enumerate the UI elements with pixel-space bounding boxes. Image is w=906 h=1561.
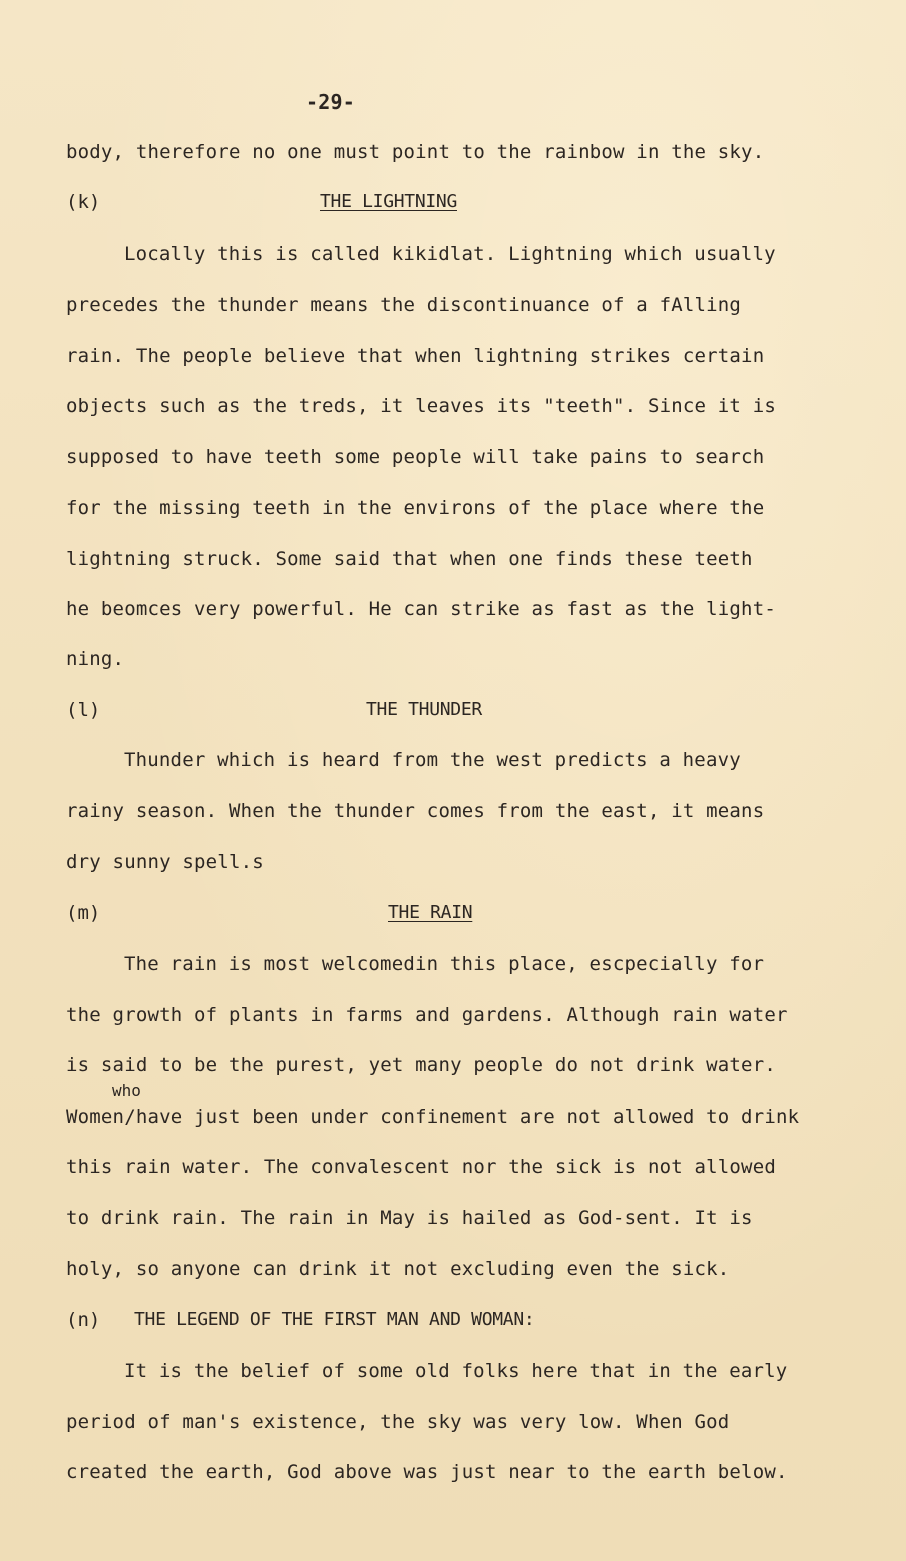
section-label-m: (m): [66, 902, 101, 924]
page-number: -29-: [306, 90, 355, 114]
text-line: the growth of plants in farms and gardens. Although rain water: [66, 1004, 788, 1026]
text-line: The rain is most welcomedin this place, escpecially for: [124, 953, 765, 975]
section-title-rain: THE RAIN: [388, 902, 473, 923]
inserted-word: who: [112, 1081, 141, 1100]
text-line: It is the belief of some old folks here that in the early: [124, 1360, 788, 1382]
text-line: created the earth, God above was just near to the earth below.: [66, 1461, 788, 1483]
text-line: ning.: [66, 648, 125, 670]
text-line: rain. The people believe that when lightning strikes certain: [66, 345, 765, 367]
text-line: to drink rain. The rain in May is hailed as God-sent. It is: [66, 1207, 753, 1229]
text-line: supposed to have teeth some people will take pains to search: [66, 446, 765, 468]
text-line: lightning struck. Some said that when one finds these teeth: [66, 548, 753, 570]
text-line: rainy season. When the thunder comes from the east, it means: [66, 800, 765, 822]
text-line: he beomces very powerful. He can strike as fast as the light-: [66, 598, 776, 620]
text-line: period of man's existence, the sky was very low. When God: [66, 1411, 730, 1433]
text-line: Women/have just been under confinement are not allowed to drink: [66, 1106, 800, 1128]
section-label-l: (l): [66, 699, 101, 721]
text-line: holy, so anyone can drink it not excluding even the sick.: [66, 1258, 730, 1280]
text-line: Locally this is called kikidlat. Lightning which usually: [124, 243, 776, 265]
text-line: objects such as the treds, it leaves its "teeth". Since it is: [66, 395, 776, 417]
section-title-thunder: THE THUNDER: [366, 699, 482, 720]
text-line: is said to be the purest, yet many people do not drink water.: [66, 1054, 776, 1076]
section-label-k: (k): [66, 191, 101, 213]
text-line: this rain water. The convalescent nor the sick is not allowed: [66, 1156, 776, 1178]
section-title-lightning: THE LIGHTNING: [320, 191, 457, 212]
text-line: dry sunny spell.s: [66, 851, 264, 873]
text-line: precedes the thunder means the discontinuance of a fAlling: [66, 294, 742, 316]
text-line: for the missing teeth in the environs of the place where the: [66, 497, 765, 519]
text-line: Thunder which is heard from the west predicts a heavy: [124, 749, 741, 771]
section-title-legend: THE LEGEND OF THE FIRST MAN AND WOMAN:: [134, 1309, 535, 1330]
text-line: body, therefore no one must point to the rainbow in the sky.: [66, 141, 765, 163]
section-label-n: (n): [66, 1309, 101, 1331]
